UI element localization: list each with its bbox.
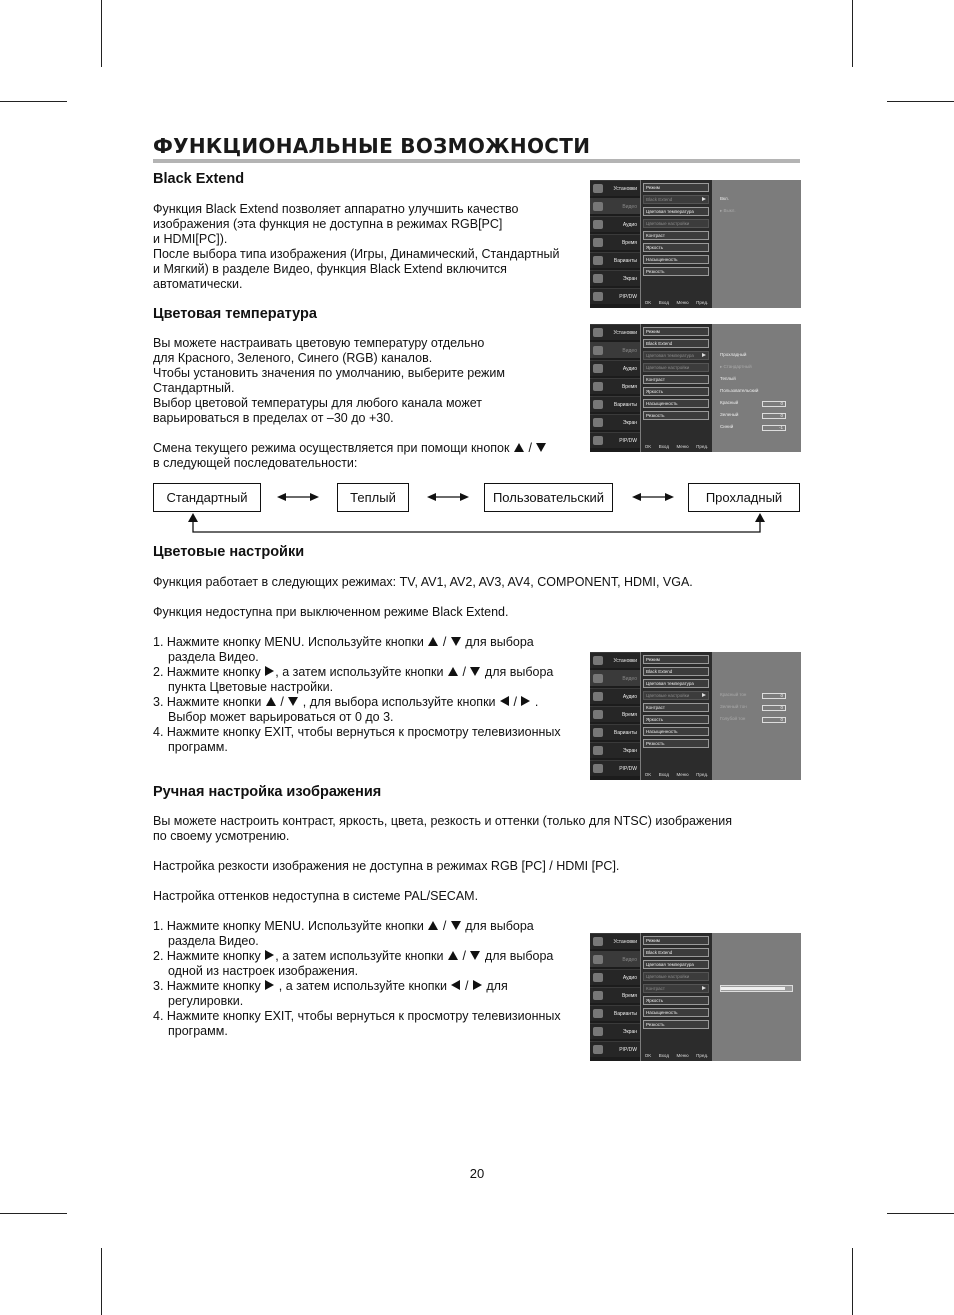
osd-right-panel (712, 652, 801, 780)
osd-tab-column (590, 180, 640, 308)
osd-tab-label: Установки (613, 330, 637, 336)
osd-tab-label: Экран (622, 748, 637, 754)
crop-mark (101, 1248, 102, 1315)
black-extend-body: Функция Black Extend позволяет аппаратно улучшить качество изображения (эта функция не доступна в режимах RGB[PC] и HDMI[PC]). После выбора типа изображения (Игры, Динамический, Стандартный и Мягкий) в разделе Видео, функция Black Extend включится автоматически. (153, 202, 560, 291)
osd-tab-column (590, 324, 640, 452)
osd-tab (590, 933, 640, 949)
step-text: 1. Нажмите кнопку MENU. Используйте кнопки (153, 919, 424, 933)
ma-step4-cont: программ. (168, 1024, 228, 1038)
osd-hint: Пред. (696, 444, 709, 449)
double-arrow-icon (277, 490, 319, 504)
osd-menu-item: Black Extend (643, 667, 709, 676)
down-arrow-icon (470, 667, 480, 676)
osd-menu-item: Яркость (643, 715, 709, 724)
osd-menu-panel (641, 324, 712, 452)
osd-tab (590, 987, 640, 1003)
right-arrow-icon (473, 980, 482, 990)
cs-step3-cont: Выбор может варьироваться от 0 до 3. (168, 710, 394, 724)
osd-tone-label: Красный тон (720, 692, 747, 697)
osd-tab-label: PIP/DW (619, 438, 637, 444)
osd-tab (590, 414, 640, 430)
osd-tab (590, 652, 640, 668)
color-temp-switch-line: Смена текущего режима осуществляется при помощи кнопок / (153, 441, 547, 456)
osd-menu-item: Режим (643, 655, 709, 664)
osd-level-slider (720, 985, 793, 992)
manual-body3: Настройка оттенков недоступна в системе PAL/SECAM. (153, 889, 479, 903)
black-extend-heading: Black Extend (153, 171, 245, 187)
osd-tab (590, 342, 640, 358)
osd-tab (590, 288, 640, 304)
osd-tab (590, 706, 640, 722)
osd-value-box: 0 (762, 705, 786, 711)
osd-tab-label: Варианты (613, 402, 637, 408)
osd-tab-label: Аудио (622, 694, 637, 700)
video-icon (593, 346, 603, 355)
up-arrow-icon (514, 443, 524, 452)
osd-option: Прохладный (720, 352, 747, 357)
osd-tab (590, 270, 640, 286)
osd-tab-label: Видео (622, 204, 637, 210)
osd-channel-label: Синий (720, 424, 734, 429)
osd-menu-item: Black Extend (643, 948, 709, 957)
osd-tab-label: Время (621, 384, 637, 390)
osd-menu-item: Цветовая температура (643, 960, 709, 969)
osd-hint: Меню (676, 1053, 689, 1058)
step-text: , для выбора используйте кнопки (302, 695, 496, 709)
screen-icon (593, 418, 603, 427)
step-text: 1. Нажмите кнопку MENU. Используйте кнопки (153, 635, 424, 649)
osd-menu-panel (641, 652, 712, 780)
down-arrow-icon (470, 951, 480, 960)
up-arrow-icon (448, 667, 458, 676)
osd-menu-item: Режим (643, 936, 709, 945)
osd-tab-label: Время (621, 712, 637, 718)
osd-hint: Пред. (696, 772, 709, 777)
osd-tab (590, 252, 640, 268)
osd-menu-panel (641, 933, 712, 1061)
osd-tab-label: Аудио (622, 222, 637, 228)
video-icon (593, 202, 603, 211)
osd-option-selected: ▸ Стандартный (720, 364, 752, 369)
step-text: для выбора (484, 665, 554, 679)
osd-menu-item: Яркость (643, 996, 709, 1005)
osd-tab (590, 742, 640, 758)
osd-hint: Меню (676, 300, 689, 305)
options-icon (593, 728, 603, 737)
osd-tab-label: PIP/DW (619, 294, 637, 300)
audio-icon (593, 364, 603, 373)
pip-icon (593, 1045, 603, 1054)
osd-tab (590, 951, 640, 967)
osd-channel-label: Красный (720, 400, 739, 405)
osd-tab-label: PIP/DW (619, 766, 637, 772)
osd-tab-label: Варианты (613, 1011, 637, 1017)
osd-tab-label: PIP/DW (619, 1047, 637, 1053)
osd-menu-item: Цветовые настройки (643, 363, 709, 372)
osd-value-box: 0 (762, 413, 786, 419)
step-text: 3. Нажмите кнопки (153, 695, 262, 709)
osd-screenshot-black-extend (590, 180, 801, 308)
crop-mark (852, 1248, 853, 1315)
osd-menu-item: Цветовая температура (643, 351, 709, 360)
osd-tab (590, 724, 640, 740)
osd-menu-item: Цветовая температура (643, 679, 709, 688)
ma-step3: 3. Нажмите кнопку , а затем используйте кнопки / для (153, 979, 508, 993)
up-arrow-icon (428, 637, 438, 646)
ma-step3-cont: регулировки. (168, 994, 244, 1008)
osd-tab (590, 180, 640, 196)
right-arrow-icon (265, 666, 274, 676)
osd-tab (590, 198, 640, 214)
ma-step2-cont: одной из настроек изображения. (168, 964, 359, 978)
osd-menu-item: Контраст (643, 703, 709, 712)
osd-menu-item: Black Extend (643, 195, 709, 204)
color-temp-switch-line2: в следующей последовательности: (153, 456, 358, 470)
osd-value-box: 0 (762, 717, 786, 723)
osd-tab-label: Время (621, 240, 637, 246)
video-icon (593, 955, 603, 964)
title-underline (153, 159, 800, 163)
osd-menu-item: Резкость (643, 739, 709, 748)
osd-right-panel (712, 180, 801, 308)
setup-icon (593, 328, 603, 337)
options-icon (593, 256, 603, 265)
page-title: ФУНКЦИОНАЛЬНЫЕ ВОЗМОЖНОСТИ (153, 134, 591, 158)
page-number: 20 (469, 1166, 485, 1181)
osd-option-selected: ▸ Выкл. (720, 208, 736, 213)
osd-tab (590, 1023, 640, 1039)
step-text: для выбора (465, 919, 534, 933)
osd-tab-label: Варианты (613, 730, 637, 736)
osd-value-box: -1 (762, 425, 786, 431)
color-temp-heading: Цветовая температура (153, 306, 317, 322)
flow-box-standard: Стандартный (153, 483, 261, 512)
osd-menu-item: Яркость (643, 243, 709, 252)
osd-menu-item: Режим (643, 327, 709, 336)
osd-bottom-hints (641, 300, 712, 305)
color-settings-unavailable: Функция недоступна при выключенном режиме Black Extend. (153, 605, 509, 619)
osd-bottom-hints (641, 1053, 712, 1058)
clock-icon (593, 238, 603, 247)
cs-step4: 4. Нажмите кнопку EXIT, чтобы вернуться к просмотру телевизионных (153, 725, 561, 739)
crop-mark (852, 0, 853, 67)
color-settings-modes: Функция работает в следующих режимах: TV, AV1, AV2, AV3, AV4, COMPONENT, HDMI, VGA. (153, 575, 693, 589)
down-arrow-icon (536, 443, 546, 452)
osd-hint: Меню (676, 444, 689, 449)
cs-step1-cont: раздела Видео. (168, 650, 259, 664)
osd-menu-panel (641, 180, 712, 308)
osd-menu-item: Насыщенность (643, 727, 709, 736)
flow-box-user: Пользовательский (484, 483, 613, 512)
osd-value-box: 0 (762, 693, 786, 699)
step-text: , а затем используйте кнопки (278, 979, 447, 993)
cs-step2: 2. Нажмите кнопку , а затем используйте кнопки / для выбора (153, 665, 554, 679)
flow-box-warm: Теплый (337, 483, 409, 512)
color-temp-body: Вы можете настраивать цветовую температуру отдельно для Красного, Зеленого, Синего (RGB) каналов. Чтобы установить значения по умолчанию, выберите режим Стандартный. Выбор цветовой температуры для любого канала может варьироваться в пределах от –30 до +30. (153, 336, 505, 425)
double-arrow-icon (632, 490, 674, 504)
step-text: для выбора (465, 635, 534, 649)
step-text: для (486, 979, 508, 993)
clock-icon (593, 710, 603, 719)
osd-hint: Пред. (696, 300, 709, 305)
osd-right-panel (712, 933, 801, 1061)
osd-tab-label: Экран (622, 276, 637, 282)
up-arrow-icon (266, 697, 276, 706)
osd-tab-label: Видео (622, 348, 637, 354)
options-icon (593, 400, 603, 409)
switch-text: Смена текущего режима осуществляется при помощи кнопок (153, 441, 510, 455)
osd-screenshot-color-temp (590, 324, 801, 452)
osd-tab (590, 670, 640, 686)
loop-arrow-icon (180, 512, 770, 534)
osd-menu-item: Цветовые настройки (643, 972, 709, 981)
right-arrow-icon (265, 950, 274, 960)
osd-menu-item: Резкость (643, 411, 709, 420)
osd-menu-item: Контраст (643, 231, 709, 240)
osd-value-box: 0 (762, 401, 786, 407)
osd-tab (590, 432, 640, 448)
osd-tab-column (590, 933, 640, 1061)
osd-tab (590, 760, 640, 776)
pip-icon (593, 292, 603, 301)
step-text: , а затем используйте кнопки (275, 949, 444, 963)
step-text: 2. Нажмите кнопку (153, 665, 261, 679)
osd-channel-label: Зеленый (720, 412, 739, 417)
crop-mark (0, 101, 67, 102)
down-arrow-icon (451, 637, 461, 646)
osd-tab (590, 969, 640, 985)
double-arrow-icon (427, 490, 469, 504)
osd-tab (590, 1005, 640, 1021)
left-arrow-icon (500, 696, 509, 706)
manual-body2: Настройка резкости изображения не доступна в режимах RGB [PC] / HDMI [PC]. (153, 859, 620, 873)
osd-slider-fill (721, 987, 785, 990)
osd-hint: Вход (658, 1053, 669, 1058)
osd-tab-label: Видео (622, 676, 637, 682)
up-arrow-icon (448, 951, 458, 960)
osd-tab-label: Видео (622, 957, 637, 963)
setup-icon (593, 656, 603, 665)
osd-menu-item: Контраст (643, 984, 709, 993)
osd-tone-label: Голубой тон (720, 716, 746, 721)
osd-tab (590, 396, 640, 412)
cs-step4-cont: программ. (168, 740, 228, 754)
up-arrow-icon (428, 921, 438, 930)
step-text: , а затем используйте кнопки (275, 665, 444, 679)
right-arrow-icon (265, 980, 274, 990)
right-arrow-icon (521, 696, 530, 706)
osd-tab-label: Время (621, 993, 637, 999)
osd-menu-item: Цветовая температура (643, 207, 709, 216)
down-arrow-icon (288, 697, 298, 706)
osd-hint: Пред. (696, 1053, 709, 1058)
osd-tab-label: Экран (622, 1029, 637, 1035)
audio-icon (593, 973, 603, 982)
crop-mark (0, 1213, 67, 1214)
setup-icon (593, 937, 603, 946)
pip-icon (593, 436, 603, 445)
osd-hint: Вход (658, 300, 669, 305)
step-text: для выбора (484, 949, 554, 963)
screen-icon (593, 1027, 603, 1036)
osd-screenshot-manual (590, 933, 801, 1061)
osd-option-label: Стандартный (723, 364, 752, 369)
osd-screenshot-color-settings (590, 652, 801, 780)
ma-step1: 1. Нажмите кнопку MENU. Используйте кнопки / для выбора (153, 919, 534, 933)
osd-bottom-hints (641, 444, 712, 449)
screen-icon (593, 274, 603, 283)
setup-icon (593, 184, 603, 193)
osd-hint: Меню (676, 772, 689, 777)
osd-option: Вкл. (720, 196, 729, 201)
osd-menu-item: Насыщенность (643, 399, 709, 408)
osd-tab (590, 324, 640, 340)
clock-icon (593, 991, 603, 1000)
osd-tab-label: Варианты (613, 258, 637, 264)
down-arrow-icon (451, 921, 461, 930)
audio-icon (593, 220, 603, 229)
osd-option: Пользовательский (720, 388, 759, 393)
step-text: 2. Нажмите кнопку (153, 949, 261, 963)
video-icon (593, 674, 603, 683)
options-icon (593, 1009, 603, 1018)
screen-icon (593, 746, 603, 755)
osd-menu-item: Резкость (643, 1020, 709, 1029)
audio-icon (593, 692, 603, 701)
osd-tab (590, 1041, 640, 1057)
osd-tab-label: Установки (613, 658, 637, 664)
osd-tab-label: Аудио (622, 366, 637, 372)
osd-hint: OK (644, 444, 652, 449)
ma-step4: 4. Нажмите кнопку EXIT, чтобы вернуться к просмотру телевизионных (153, 1009, 561, 1023)
pip-icon (593, 764, 603, 773)
osd-menu-item: Цветовые настройки (643, 691, 709, 700)
osd-option-label: Выкл. (723, 208, 736, 213)
osd-tab-label: Установки (613, 186, 637, 192)
left-arrow-icon (451, 980, 460, 990)
flow-box-cool: Прохладный (688, 483, 800, 512)
ma-step1-cont: раздела Видео. (168, 934, 259, 948)
cs-step2-cont: пункта Цветовые настройки. (168, 680, 334, 694)
osd-tab (590, 234, 640, 250)
osd-tab-column (590, 652, 640, 780)
osd-option: Теплый (720, 376, 736, 381)
osd-hint: Вход (658, 772, 669, 777)
osd-tab-label: Установки (613, 939, 637, 945)
osd-tab (590, 378, 640, 394)
step-text: 3. Нажмите кнопку (153, 979, 261, 993)
osd-menu-item: Яркость (643, 387, 709, 396)
osd-tone-label: Зеленый тон (720, 704, 747, 709)
crop-mark (887, 1213, 954, 1214)
osd-tab (590, 360, 640, 376)
osd-menu-item: Контраст (643, 375, 709, 384)
manual-body1: Вы можете настроить контраст, яркость, цвета, резкость и оттенки (только для NTSC) изображения по своему усмотрению. (153, 814, 732, 843)
osd-hint: OK (644, 300, 652, 305)
color-settings-heading: Цветовые настройки (153, 544, 305, 560)
osd-tab (590, 216, 640, 232)
manual-heading: Ручная настройка изображения (153, 784, 382, 800)
osd-hint: Вход (658, 444, 669, 449)
crop-mark (101, 0, 102, 67)
osd-tab (590, 688, 640, 704)
ma-step2: 2. Нажмите кнопку , а затем используйте кнопки / для выбора (153, 949, 554, 963)
osd-menu-item: Black Extend (643, 339, 709, 348)
osd-bottom-hints (641, 772, 712, 777)
cs-step3: 3. Нажмите кнопки / , для выбора используйте кнопки / . (153, 695, 539, 709)
clock-icon (593, 382, 603, 391)
osd-right-panel (712, 324, 801, 452)
osd-menu-item: Режим (643, 183, 709, 192)
osd-tab-label: Аудио (622, 975, 637, 981)
osd-hint: OK (644, 772, 652, 777)
cs-step1: 1. Нажмите кнопку MENU. Используйте кнопки / для выбора (153, 635, 534, 649)
osd-menu-item: Цветовые настройки (643, 219, 709, 228)
osd-tab-label: Экран (622, 420, 637, 426)
step-text: . (534, 695, 539, 709)
osd-menu-item: Насыщенность (643, 255, 709, 264)
osd-menu-item: Резкость (643, 267, 709, 276)
osd-hint: OK (644, 1053, 652, 1058)
osd-menu-item: Насыщенность (643, 1008, 709, 1017)
crop-mark (887, 101, 954, 102)
